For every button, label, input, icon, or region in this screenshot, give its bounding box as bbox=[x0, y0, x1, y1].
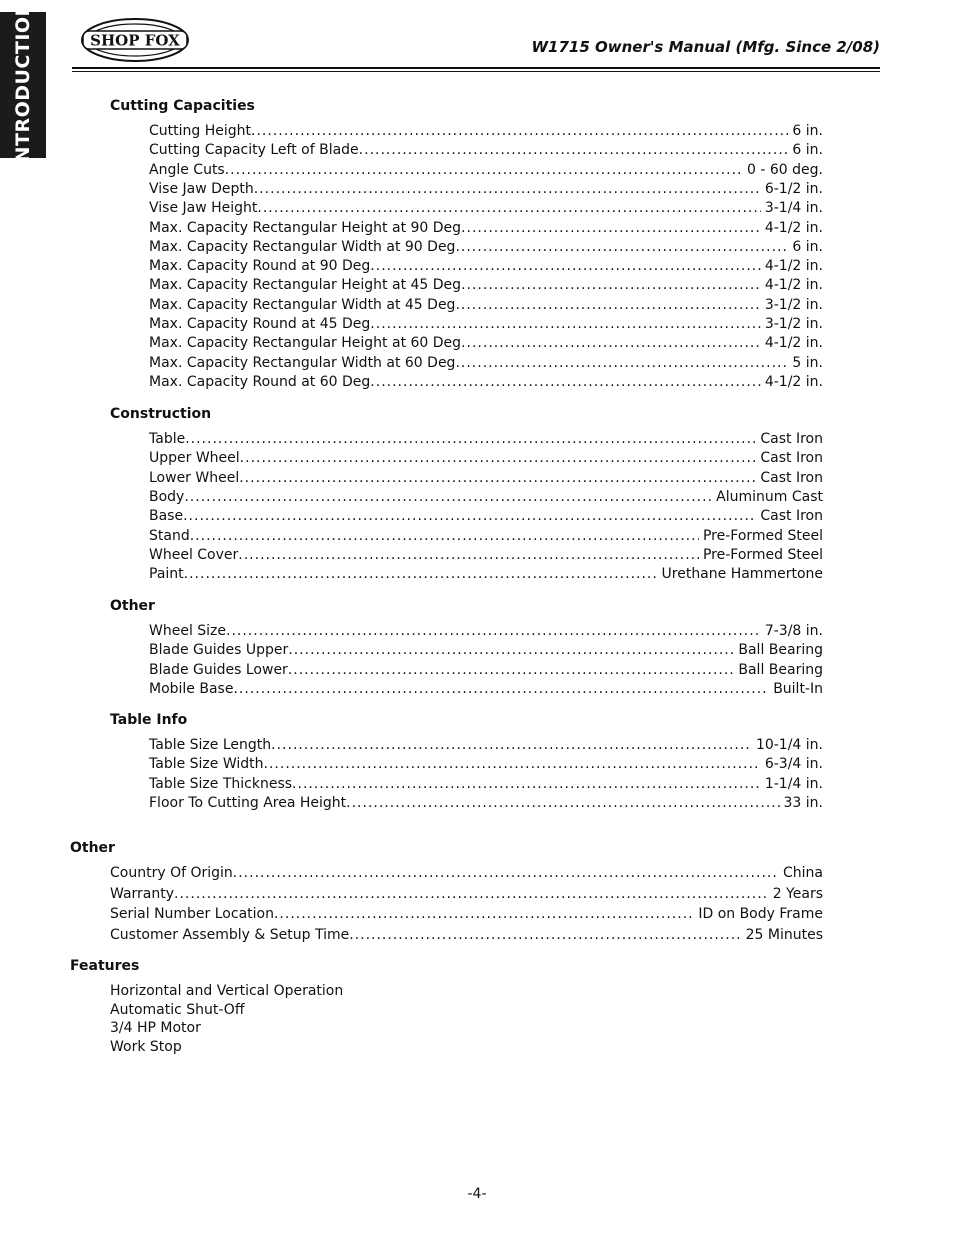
dot-leader bbox=[359, 141, 789, 160]
spec-row bbox=[149, 354, 823, 373]
spec-row bbox=[149, 257, 823, 276]
spec-row bbox=[149, 296, 823, 315]
spec-row bbox=[149, 180, 823, 199]
dot-leader bbox=[239, 469, 756, 488]
dot-leader bbox=[271, 736, 752, 755]
spec-value: Built-In bbox=[773, 680, 823, 697]
spec-label: Cutting Capacity Left of Blade bbox=[149, 142, 359, 159]
spec-row bbox=[149, 546, 823, 565]
dot-leader bbox=[455, 296, 760, 315]
dot-leader bbox=[254, 180, 761, 199]
spec-row bbox=[149, 775, 823, 794]
feature-item: Horizontal and Vertical Operation bbox=[110, 983, 344, 999]
spec-label: Paint bbox=[149, 566, 184, 583]
spec-value: 6 in. bbox=[792, 142, 823, 159]
spec-value: Urethane Hammertone bbox=[661, 566, 823, 583]
spec-row bbox=[149, 641, 823, 660]
dot-leader bbox=[346, 794, 779, 813]
spec-row bbox=[149, 755, 823, 774]
dot-leader bbox=[455, 354, 788, 373]
dot-leader bbox=[251, 122, 788, 141]
spec-row bbox=[149, 680, 823, 699]
spec-value: Pre-Formed Steel bbox=[702, 546, 823, 563]
spec-label: Table Size Length bbox=[149, 737, 272, 753]
dot-leader bbox=[288, 641, 734, 660]
dot-leader bbox=[185, 430, 756, 449]
header-title: W1715 Owner's Manual (Mfg. Since 2/08) bbox=[531, 38, 880, 56]
spec-row bbox=[110, 864, 823, 883]
spec-value: 4-1/2 in. bbox=[764, 277, 823, 294]
spec-label: Customer Assembly & Setup Time bbox=[110, 926, 350, 943]
dot-leader bbox=[288, 661, 735, 680]
spec-row bbox=[149, 449, 823, 468]
spec-label: Serial Number Location bbox=[110, 906, 274, 922]
spec-row bbox=[149, 507, 823, 526]
spec-row bbox=[149, 238, 823, 257]
dot-leader bbox=[349, 926, 741, 945]
section-heading: Table Info bbox=[110, 712, 188, 728]
spec-value: China bbox=[783, 865, 823, 881]
spec-value: 6-3/4 in. bbox=[764, 756, 823, 773]
spec-label: Max. Capacity Rectangular Width at 45 Deg bbox=[149, 296, 456, 313]
spec-label: Blade Guides Lower bbox=[149, 661, 288, 678]
spec-value: Cast Iron bbox=[760, 469, 823, 486]
dot-leader bbox=[184, 488, 712, 507]
spec-label: Table bbox=[149, 431, 186, 447]
spec-value: Cast Iron bbox=[760, 450, 823, 467]
spec-value: 5 in. bbox=[792, 354, 823, 371]
dot-leader bbox=[292, 775, 761, 794]
spec-row bbox=[149, 373, 823, 392]
spec-value: Ball Bearing bbox=[738, 661, 823, 678]
dot-leader bbox=[461, 276, 761, 295]
dot-leader bbox=[455, 238, 788, 257]
logo-text: SHOP FOX bbox=[90, 31, 180, 50]
spec-value: 6-1/2 in. bbox=[764, 180, 823, 197]
spec-row bbox=[149, 161, 823, 180]
dot-leader bbox=[233, 680, 769, 699]
spec-row bbox=[149, 276, 823, 295]
dot-leader bbox=[370, 257, 761, 276]
spec-row bbox=[149, 141, 823, 160]
dot-leader bbox=[226, 622, 761, 641]
section-heading: Other bbox=[70, 840, 115, 856]
dot-leader bbox=[370, 373, 761, 392]
spec-label: Wheel Cover bbox=[149, 546, 239, 563]
spec-row bbox=[110, 926, 823, 945]
section-heading: Cutting Capacities bbox=[110, 98, 255, 114]
spec-value: 0 - 60 deg. bbox=[747, 161, 823, 178]
spec-label: Table Size Thickness bbox=[149, 775, 293, 792]
spec-label: Max. Capacity Rectangular Width at 90 Deg bbox=[149, 238, 456, 255]
spec-label: Floor To Cutting Area Height bbox=[149, 794, 347, 811]
spec-row bbox=[149, 219, 823, 238]
spec-row bbox=[149, 488, 823, 507]
dot-leader bbox=[183, 507, 756, 526]
spec-value: 2 Years bbox=[772, 885, 823, 902]
spec-row bbox=[149, 430, 823, 449]
spec-label: Max. Capacity Round at 60 Deg bbox=[149, 373, 371, 390]
dot-leader bbox=[184, 565, 658, 584]
spec-value: 7-3/8 in. bbox=[764, 623, 823, 639]
spec-label: Cutting Height bbox=[149, 123, 252, 139]
spec-label: Body bbox=[149, 488, 185, 505]
spec-row bbox=[149, 469, 823, 488]
spec-value: Aluminum Cast bbox=[716, 488, 823, 505]
dot-leader bbox=[174, 885, 769, 904]
spec-label: Wheel Size bbox=[149, 623, 227, 639]
spec-label: Max. Capacity Round at 90 Deg bbox=[149, 258, 371, 275]
feature-item: Automatic Shut-Off bbox=[110, 1001, 245, 1018]
spec-value: 4-1/2 in. bbox=[764, 258, 823, 275]
spec-label: Vise Jaw Depth bbox=[149, 180, 254, 197]
dot-leader bbox=[264, 755, 761, 774]
spec-row bbox=[149, 527, 823, 546]
spec-value: Cast Iron bbox=[760, 431, 823, 447]
dot-leader bbox=[461, 219, 761, 238]
spec-value: 33 in. bbox=[783, 794, 823, 811]
spec-row bbox=[149, 736, 823, 755]
dot-leader bbox=[238, 546, 699, 565]
spec-value: ID on Body Frame bbox=[698, 906, 823, 922]
feature-item: Work Stop bbox=[110, 1039, 182, 1056]
dot-leader bbox=[190, 527, 699, 546]
dot-leader bbox=[233, 864, 779, 883]
spec-row bbox=[149, 565, 823, 584]
spec-row bbox=[110, 885, 823, 904]
dot-leader bbox=[240, 449, 757, 468]
section-heading: Other bbox=[110, 598, 155, 614]
spec-value: 4-1/2 in. bbox=[764, 219, 823, 236]
feature-item: 3/4 HP Motor bbox=[110, 1020, 201, 1037]
section-tab-label: INTRODUCTION bbox=[12, 0, 34, 170]
spec-label: Max. Capacity Rectangular Height at 45 Deg bbox=[149, 277, 462, 294]
dot-leader bbox=[225, 161, 743, 180]
spec-label: Lower Wheel bbox=[149, 469, 240, 486]
spec-label: Max. Capacity Rectangular Height at 90 Deg bbox=[149, 219, 462, 236]
spec-value: Cast Iron bbox=[760, 508, 823, 525]
spec-value: 1-1/4 in. bbox=[764, 775, 823, 792]
spec-value: 3-1/4 in. bbox=[764, 200, 823, 217]
spec-label: Country Of Origin bbox=[110, 865, 233, 881]
dot-leader bbox=[370, 315, 761, 334]
spec-value: Ball Bearing bbox=[738, 642, 823, 659]
spec-label: Blade Guides Upper bbox=[149, 642, 289, 659]
spec-label: Max. Capacity Round at 45 Deg bbox=[149, 316, 371, 332]
spec-row bbox=[149, 199, 823, 218]
spec-row bbox=[110, 905, 823, 924]
spec-label: Stand bbox=[149, 527, 190, 544]
spec-label: Max. Capacity Rectangular Height at 60 Deg bbox=[149, 335, 462, 352]
spec-label: Angle Cuts bbox=[149, 161, 225, 178]
dot-leader bbox=[257, 199, 760, 218]
spec-row bbox=[149, 794, 823, 813]
spec-label: Table Size Width bbox=[149, 756, 264, 773]
spec-value: Pre-Formed Steel bbox=[702, 527, 823, 544]
spec-label: Base bbox=[149, 508, 184, 525]
spec-value: 6 in. bbox=[792, 123, 823, 139]
spec-row bbox=[149, 622, 823, 641]
section-heading: Features bbox=[70, 958, 140, 974]
spec-label: Upper Wheel bbox=[149, 450, 240, 467]
spec-label: Mobile Base bbox=[149, 680, 234, 697]
page-number: -4- bbox=[467, 1186, 487, 1202]
spec-label: Vise Jaw Height bbox=[149, 200, 258, 217]
spec-label: Warranty bbox=[110, 885, 175, 902]
spec-value: 25 Minutes bbox=[745, 926, 823, 943]
spec-row bbox=[149, 334, 823, 353]
spec-value: 3-1/2 in. bbox=[764, 316, 823, 332]
spec-row bbox=[149, 315, 823, 334]
spec-row bbox=[149, 122, 823, 141]
spec-value: 10-1/4 in. bbox=[755, 737, 823, 753]
dot-leader bbox=[461, 334, 761, 353]
spec-row bbox=[149, 661, 823, 680]
spec-value: 4-1/2 in. bbox=[764, 373, 823, 390]
spec-value: 3-1/2 in. bbox=[764, 296, 823, 313]
dot-leader bbox=[274, 905, 694, 924]
spec-label: Max. Capacity Rectangular Width at 60 Deg bbox=[149, 354, 456, 371]
spec-value: 4-1/2 in. bbox=[764, 335, 823, 352]
spec-value: 6 in. bbox=[792, 238, 823, 255]
section-heading: Construction bbox=[110, 406, 212, 422]
